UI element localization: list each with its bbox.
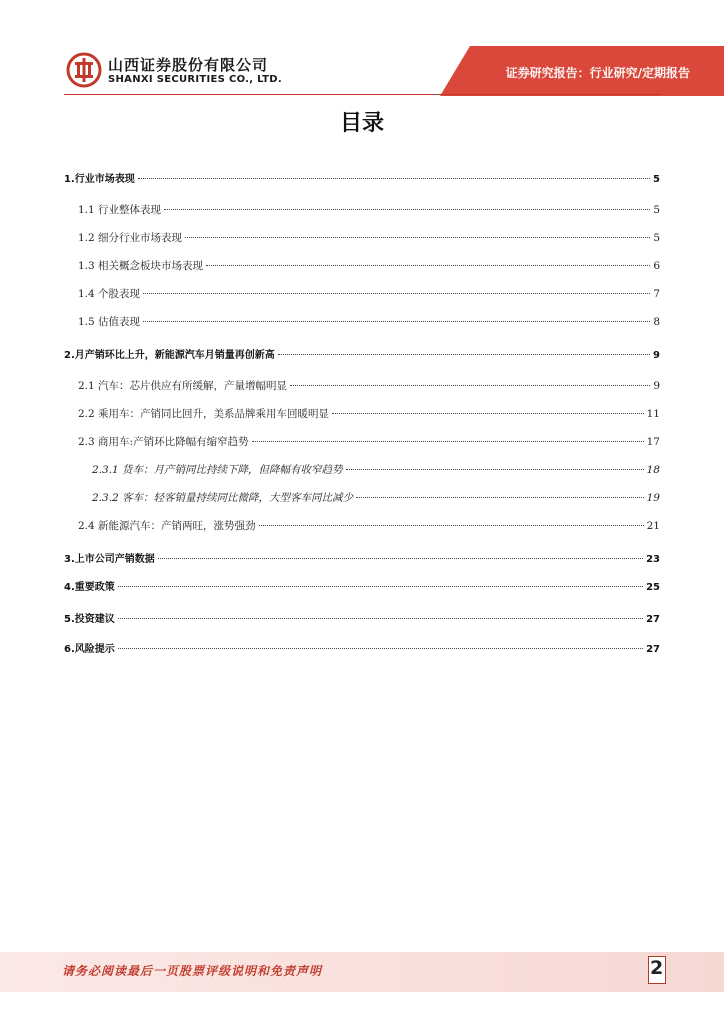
toc-entry[interactable] <box>64 406 660 421</box>
toc-entry-page: 6 <box>653 260 660 272</box>
toc-leader-dots <box>118 586 643 587</box>
toc-entry-label: 2.2 乘用车：产销同比回升，美系品牌乘用车回暖明显 <box>78 408 330 420</box>
page-header <box>0 0 724 96</box>
toc-entry[interactable] <box>64 314 660 329</box>
toc-entry-label: 5.投资建议 <box>64 614 115 625</box>
header-divider <box>64 94 660 95</box>
company-name-en: SHANXI SECURITIES CO., LTD. <box>108 74 282 85</box>
toc-entry-page: 5 <box>653 204 660 216</box>
toc-entry-label: 3.上市公司产销数据 <box>64 554 155 565</box>
toc-entry-page: 8 <box>653 316 660 328</box>
shanxi-securities-logo-icon <box>66 52 102 88</box>
toc-entry-page: 5 <box>653 174 660 185</box>
toc-entry-label: 2.3.1 货车：月产销同比持续下降，但降幅有收窄趋势 <box>92 464 343 476</box>
toc-entry[interactable] <box>64 462 660 477</box>
toc-leader-dots <box>118 618 643 619</box>
toc-leader-dots <box>332 413 644 414</box>
toc-leader-dots <box>164 209 650 210</box>
toc-leader-dots <box>290 385 650 386</box>
toc-entry-page: 25 <box>646 582 660 593</box>
toc-entry[interactable] <box>64 640 660 655</box>
toc-leader-dots <box>143 321 650 322</box>
toc-leader-dots <box>138 178 650 179</box>
toc-entry-page: 27 <box>646 614 660 625</box>
toc-entry[interactable] <box>64 490 660 505</box>
toc-title: 目录 <box>339 111 384 136</box>
page-number: 2 <box>650 957 664 979</box>
toc-leader-dots <box>143 293 650 294</box>
toc-entry[interactable] <box>64 518 660 533</box>
toc-entry-label: 1.2 细分行业市场表现 <box>78 232 183 244</box>
toc-entry-page: 23 <box>646 554 660 565</box>
toc-entry-page: 21 <box>646 520 660 532</box>
toc-leader-dots <box>185 237 650 238</box>
toc-leader-dots <box>118 648 643 649</box>
toc-entry-label: 2.月产销环比上升，新能源汽车月销量再创新高 <box>64 350 275 361</box>
toc-entry-page: 9 <box>653 380 660 392</box>
toc-entry-page: 5 <box>653 232 660 244</box>
toc-entry-label: 2.4 新能源汽车：产销两旺，涨势强劲 <box>78 520 256 532</box>
toc-leader-dots <box>356 497 644 498</box>
toc-entry[interactable] <box>64 346 660 361</box>
toc-entry-page: 9 <box>653 350 660 361</box>
company-name-cn: 山西证券股份有限公司 <box>108 56 269 74</box>
toc-entry-label: 1.4 个股表现 <box>78 288 141 300</box>
toc-entry[interactable] <box>64 230 660 245</box>
toc-entry-page: 18 <box>646 464 660 476</box>
toc-leader-dots <box>259 525 644 526</box>
toc-entry-page: 7 <box>653 288 660 300</box>
toc-entry[interactable] <box>64 578 660 593</box>
toc-leader-dots <box>252 441 644 442</box>
toc-entry-page: 17 <box>646 436 660 448</box>
toc-entry-label: 6.风险提示 <box>64 644 115 655</box>
toc-entry-page: 27 <box>646 644 660 655</box>
toc-entry[interactable] <box>64 202 660 217</box>
toc-leader-dots <box>346 469 644 470</box>
toc-entry-label: 4.重要政策 <box>64 582 115 593</box>
toc-entry-label: 2.3.2 客车：轻客销量持续同比微降，大型客车同比减少 <box>92 492 354 504</box>
toc-entry-page: 19 <box>646 492 660 504</box>
toc-entry-label: 1.1 行业整体表现 <box>78 204 162 216</box>
footer-disclaimer: 请务必阅读最后一页股票评级说明和免责声明 <box>62 964 323 978</box>
report-type: 证券研究报告：行业研究/定期报告 <box>505 66 690 80</box>
toc-entry-label: 2.3 商用车:产销环比降幅有缩窄趋势 <box>78 436 249 448</box>
toc-entry-label: 1.5 估值表现 <box>78 316 141 328</box>
toc-entry[interactable] <box>64 550 660 565</box>
toc-entry[interactable] <box>64 170 660 185</box>
toc-entry[interactable] <box>64 434 660 449</box>
toc-entry[interactable] <box>64 378 660 393</box>
toc-entry[interactable] <box>64 258 660 273</box>
toc-leader-dots <box>158 558 643 559</box>
toc-leader-dots <box>278 354 650 355</box>
toc-entry-label: 1.行业市场表现 <box>64 174 135 185</box>
toc-entry[interactable] <box>64 610 660 625</box>
toc-entry-page: 11 <box>646 408 660 420</box>
toc-entry[interactable] <box>64 286 660 301</box>
toc-leader-dots <box>206 265 650 266</box>
toc-entry-label: 1.3 相关概念板块市场表现 <box>78 260 204 272</box>
toc-entry-label: 2.1 汽车：芯片供应有所缓解，产量增幅明显 <box>78 380 288 392</box>
